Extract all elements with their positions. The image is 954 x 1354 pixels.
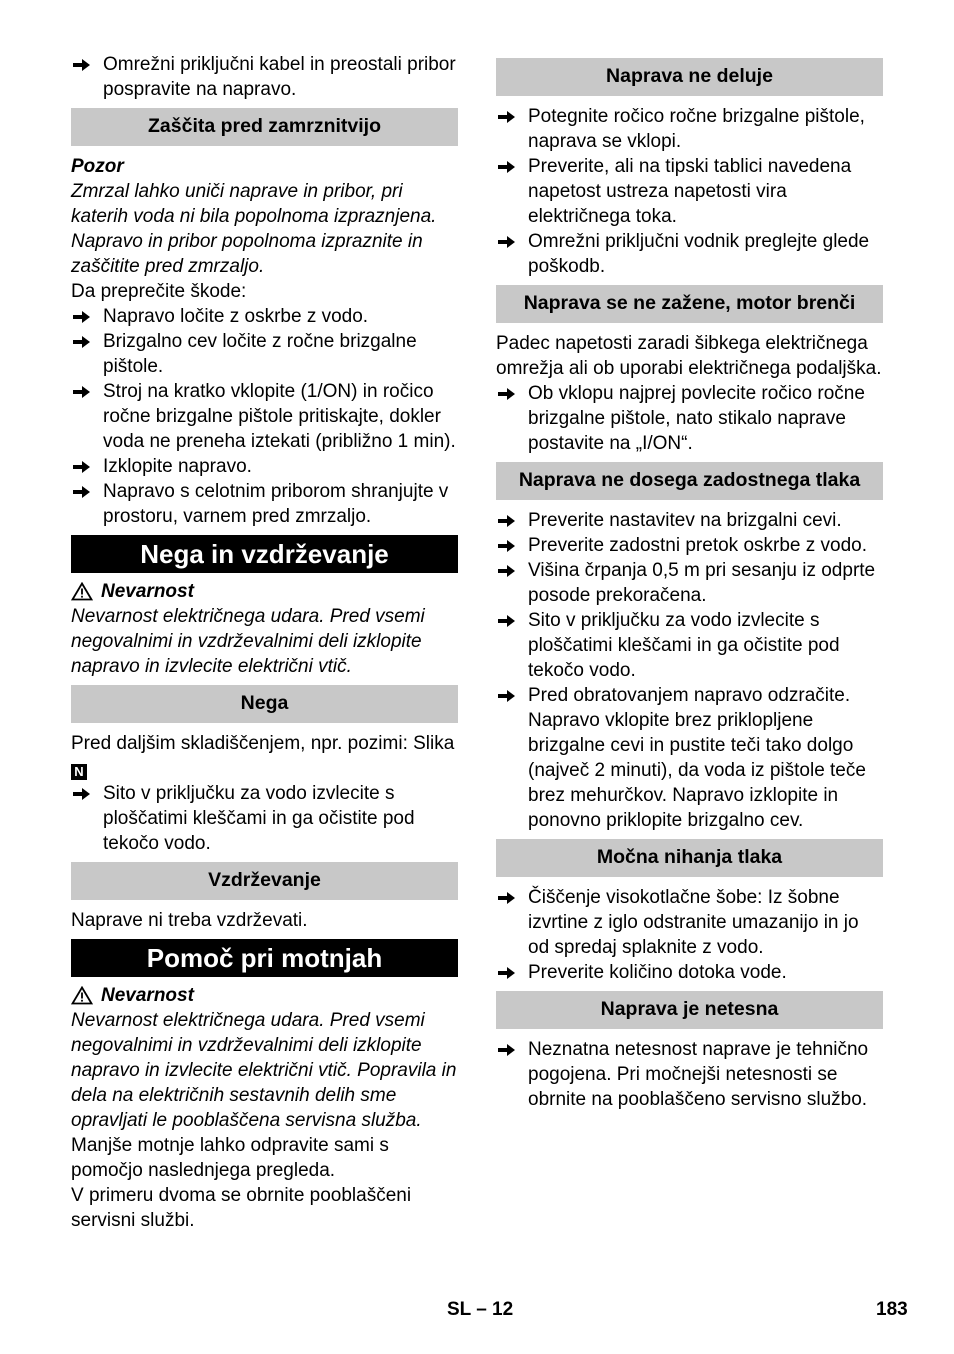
arrow-right-icon bbox=[73, 379, 95, 404]
list-item bbox=[496, 154, 883, 229]
danger-text: Nevarnost električnega udara. Pred vsemi negovalnimi in vzdrževalnimi deli izklopite napravo in izvlecite električni vtič. Popravila in dela na električnih sestavnih delih sme opravljati le pooblaščena servisna služba. bbox=[71, 1010, 457, 1131]
nega-text bbox=[71, 731, 458, 781]
arrow-right-icon bbox=[498, 960, 520, 985]
nega-text-body: Pred daljšim skladiščenjem, npr. pozimi: Slika bbox=[71, 733, 455, 754]
arrow-right-icon bbox=[498, 508, 520, 533]
list-item bbox=[496, 104, 883, 154]
arrow-right-icon bbox=[73, 329, 95, 354]
help-text-1: Manjše motnje lahko odpravite sami s pomočjo naslednjega pregleda. bbox=[71, 1135, 389, 1181]
caution-text: Zmrzal lahko uniči naprave in pribor, pri katerih voda ni bila popolnoma izpraznjena. Napravo in pribor popolnoma izpraznite in zaščitite pred zmrzaljo. bbox=[71, 181, 437, 277]
list-item bbox=[71, 304, 458, 329]
list-item bbox=[496, 960, 883, 985]
arrow-right-icon bbox=[498, 1037, 520, 1062]
list-item-text: Napravo ločite z oskrbe z vodo. bbox=[103, 306, 369, 327]
right-column bbox=[496, 52, 883, 1112]
arrow-right-icon bbox=[498, 885, 520, 910]
list-item-text: Višina črpanja 0,5 m pri sesanju iz odprte posode prekoračena. bbox=[528, 560, 876, 606]
list-item-text: Omrežni priključni vodnik preglejte glede poškodb. bbox=[528, 231, 870, 277]
danger-title-text: Nevarnost bbox=[101, 581, 194, 602]
list-item-text: Pred obratovanjem napravo odzračite. Napravo vklopite brez priklopljene brizgalne cevi in pustite teči tako dolgo (največ 2 minuti), da voda iz pištole teče brez mehurčkov. Napravo izklopite in ponovno priklopite brizgalno cev. bbox=[528, 685, 866, 831]
arrow-right-icon bbox=[498, 683, 520, 708]
list-item-text: Napravo s celotnim priborom shranjujte v prostoru, varnem pred zmrzaljo. bbox=[103, 481, 449, 527]
figure-label: N bbox=[71, 764, 87, 780]
danger-text: Nevarnost električnega udara. Pred vsemi negovalnimi in vzdrževalnimi deli izklopite napravo in izvlecite električni vtič. bbox=[71, 606, 425, 677]
list-item-text: Omrežni priključni kabel in preostali pribor pospravite na napravo. bbox=[103, 54, 456, 100]
list-item-text: Sito v priključku za vodo izvlecite s ploščatimi kleščami in ga očistite pod tekočo vodo. bbox=[103, 783, 415, 854]
list-item-text: Potegnite ročico ročne brizgalne pištole, naprava se vklopi. bbox=[528, 106, 865, 152]
list-item-text: Čiščenje visokotlačne šobe: Iz šobne izvrtine z iglo odstranite umazanijo in jo od spredaj splaknite z vodo. bbox=[528, 887, 859, 958]
warning-triangle-icon bbox=[71, 986, 93, 1005]
list-item-text: Stroj na kratko vklopite (1/ON) in ročico ročne brizgalne pištole pritiskajte, dokler voda ne preneha iztekati (približno 1 min). bbox=[103, 381, 456, 452]
frost-intro: Da preprečite škode: bbox=[71, 281, 247, 302]
left-column bbox=[71, 52, 458, 1233]
arrow-right-icon bbox=[73, 52, 95, 77]
arrow-right-icon bbox=[498, 533, 520, 558]
list-item-text: Preverite količino dotoka vode. bbox=[528, 962, 787, 983]
chapter-heading-care: Nega in vzdrževanje bbox=[71, 535, 458, 573]
warning-triangle-icon bbox=[71, 582, 93, 601]
arrow-right-icon bbox=[498, 104, 520, 129]
list-item bbox=[496, 885, 883, 960]
list-item bbox=[496, 1037, 883, 1112]
list-item bbox=[71, 479, 458, 529]
list-item bbox=[71, 52, 458, 102]
arrow-right-icon bbox=[73, 781, 95, 806]
list-item bbox=[496, 608, 883, 683]
page-number: 183 bbox=[876, 1299, 908, 1320]
arrow-right-icon bbox=[498, 381, 520, 406]
list-item-text: Preverite zadostni pretok oskrbe z vodo. bbox=[528, 535, 868, 556]
list-item-text: Neznatna netesnost naprave je tehnično pogojena. Pri močnejši netesnosti se obrnite na pooblaščeno servisno službo. bbox=[528, 1039, 869, 1110]
danger-title-text: Nevarnost bbox=[101, 985, 194, 1006]
list-item bbox=[71, 329, 458, 379]
page-label: SL – 12 bbox=[447, 1299, 514, 1320]
list-item bbox=[496, 558, 883, 608]
list-item bbox=[71, 379, 458, 454]
section-heading-not-working: Naprava ne deluje bbox=[496, 58, 883, 96]
list-item bbox=[496, 533, 883, 558]
list-item bbox=[496, 683, 883, 833]
list-item-text: Izklopite napravo. bbox=[103, 456, 252, 477]
maintenance-text: Naprave ni treba vzdrževati. bbox=[71, 910, 308, 931]
arrow-right-icon bbox=[498, 154, 520, 179]
section-heading-no-pressure: Naprava ne dosega zadostnega tlaka bbox=[496, 462, 883, 500]
arrow-right-icon bbox=[73, 454, 95, 479]
danger-title bbox=[71, 983, 458, 1008]
section-heading-leaking: Naprava je netesna bbox=[496, 991, 883, 1029]
danger-title bbox=[71, 579, 458, 604]
list-item-text: Sito v priključku za vodo izvlecite s ploščatimi kleščami in ga očistite pod tekočo vodo. bbox=[528, 610, 840, 681]
section-heading-nega: Nega bbox=[71, 685, 458, 723]
help-text-2: V primeru dvoma se obrnite pooblaščeni servisni službi. bbox=[71, 1185, 412, 1231]
not-starting-text: Padec napetosti zaradi šibkega električnega omrežja ali ob uporabi električnega podaljška. bbox=[496, 333, 882, 379]
section-heading-pressure-fluct: Močna nihanja tlaka bbox=[496, 839, 883, 877]
list-item-text: Preverite, ali na tipski tablici navedena napetost ustreza napetosti vira električnega toka. bbox=[528, 156, 852, 227]
list-item-text: Brizgalno cev ločite z ročne brizgalne pištole. bbox=[103, 331, 417, 377]
list-item bbox=[496, 229, 883, 279]
arrow-right-icon bbox=[498, 229, 520, 254]
arrow-right-icon bbox=[498, 558, 520, 583]
list-item bbox=[71, 781, 458, 856]
list-item-text: Preverite nastavitev na brizgalni cevi. bbox=[528, 510, 842, 531]
section-heading-maintenance: Vzdrževanje bbox=[71, 862, 458, 900]
arrow-right-icon bbox=[498, 608, 520, 633]
section-heading-frost: Zaščita pred zamrznitvijo bbox=[71, 108, 458, 146]
caution-title: Pozor bbox=[71, 156, 124, 177]
list-item bbox=[496, 508, 883, 533]
list-item-text: Ob vklopu najprej povlecite ročico ročne brizgalne pištole, nato stikalo naprave postavite na „I/ON“. bbox=[528, 383, 865, 454]
list-item bbox=[496, 381, 883, 456]
arrow-right-icon bbox=[73, 304, 95, 329]
chapter-heading-help: Pomoč pri motnjah bbox=[71, 939, 458, 977]
list-item bbox=[71, 454, 458, 479]
section-heading-not-starting: Naprava se ne zažene, motor brenči bbox=[496, 285, 883, 323]
arrow-right-icon bbox=[73, 479, 95, 504]
